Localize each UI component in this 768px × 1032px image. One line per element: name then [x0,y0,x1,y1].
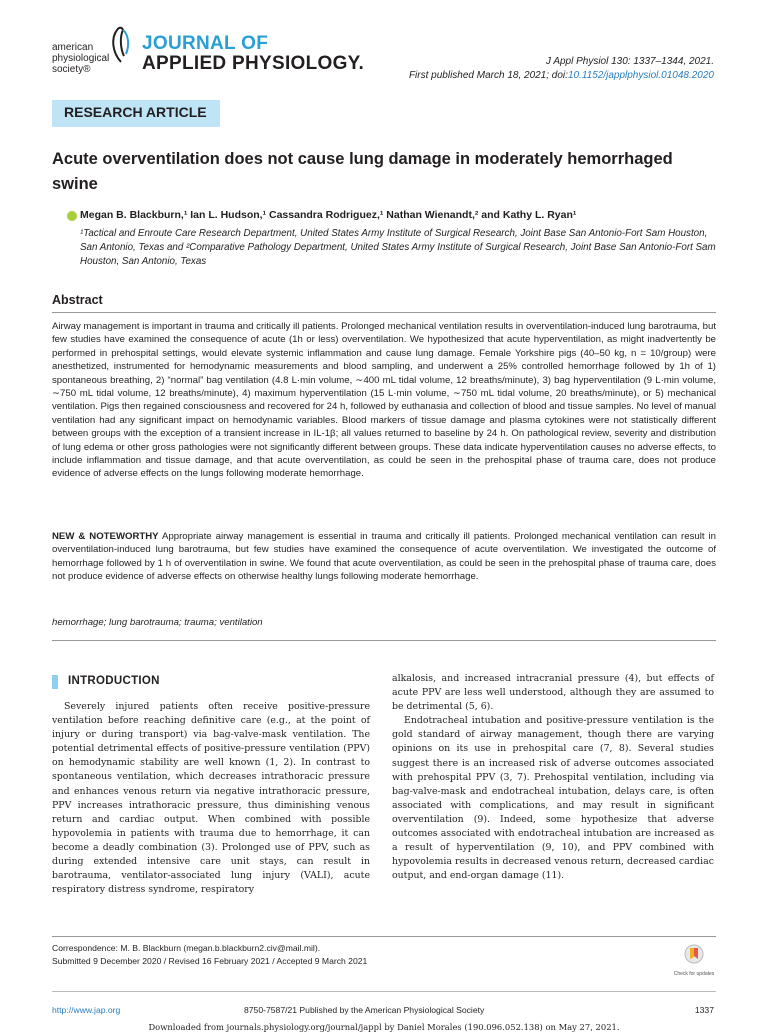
introduction-heading: INTRODUCTION [68,675,160,687]
new-noteworthy-label: NEW & NOTEWORTHY [52,531,159,542]
crossmark-icon [684,944,704,966]
article-title: Acute overventilation does not cause lung damage in moderately hemorrhaged swine [52,150,673,193]
authors: Megan B. Blackburn,¹ Ian L. Hudson,¹ Cassandra Rodriguez,¹ Nathan Wienandt,² and Kathy L. Ryan¹ [80,209,576,221]
download-notice: Downloaded from journals.physiology.org/journal/jappl by Daniel Morales (190.096.052.138) on May 27, 2021. [148,1022,620,1032]
affiliations: ¹Tactical and Enroute Care Research Department, United States Army Institute of Surgical Research, Joint Base San Antonio-Fort Sam Houston, San Antonio, Texas and ²Comparative Pathology Department, United States Army Institute of Surgical Research, Joint Base San Antonio-Fort Sam Houston, San Antonio, Texas [80,228,716,267]
paragraph: alkalosis, and increased intracranial pressure (4), but effects of acute PPV are less well understood, although they are assumed to be detrimental (5, 6). [392,673,714,713]
society-name: american physiological society® [52,42,110,75]
paragraph: Severely injured patients often receive positive-pressure ventilation before reaching definitive care (e.g., at the point of injury or during transport) via bag-valve-mask ventilation. The potential detrimental effects of positive-pressure ventilation (PPV) on hemodynamic stability are well known (1, 2). In contrast to spontaneous ventilation, which decreases intrathoracic pressure and enhances venous return via negative intrathoracic pressure, PPV increases intrathoracic pressure, thus diminishing venous return and cardiac output. When combined with possible hypovolemia in patients with trauma due to hemorrhage, it can become a deadly combination (3). Prolonged use of PPV, such as during extended intensive care unit stays, can result in barotrauma, ventilator-associated lung injury (VALI), acute respiratory distress syndrome, respiratory [52,701,370,896]
divider [52,640,716,641]
divider [52,936,716,937]
publisher-line: 8750-7587/21 Published by the American Physiological Society [244,1005,485,1015]
journal-title: JOURNAL OF APPLIED PHYSIOLOGY. [142,33,365,74]
section-marker [52,675,58,689]
left-column [52,700,370,897]
abstract-body: Airway management is important in trauma and critically ill patients. Prolonged mechanical ventilation results in overventilation-induced lung barotrauma, but few studies have examined the consequence of acute (1h or less) overventilation. We hypothesized that acute hyperventilation, as might inadvertently be performed in prehospital settings, would elevate systemic inflammation and cause lung damage. Female Yorkshire pigs (40–50 kg, n = 10/group) were anesthetized, instrumented for hemodynamic measurements and blood sampling, and underwent a 25% controlled hemorrhage followed by 1h of 1) spontaneous breathing, 2) “normal” bag ventilation (4.8 L·min volume, ∼400 mL tidal volume, 12 breaths/minute), 3) bag hyperventilation (9 L·min volume, ∼750 mL tidal volume, 12 breaths/minute), 4) maximum hyperventilation (15 L·min volume, ∼750 mL tidal volume, 20 breaths/minute), or 5) mechanical ventilation. Pigs then regained consciousness and recovered for 24 h, followed by euthanasia and collection of blood and tissue samples. No level of manual ventilation had any significant impact on hemodynamic variables. Blood markers of tissue damage and plasma cytokines were not statistically different between groups with the exception of a transient increase in IL-1β; all values returned to baseline by 24 h. On pathological review, severity and distribution of lung edema or other gross pathologies were not significantly different between groups. These data indicate hyperventilation causes no adverse effects, to include inflammation and tissue damage, and that acute overventilation, as could be seen in the prehospital phase of trauma care, does not produce evidence of adverse effects on the lungs following moderate hemorrhage. [52,321,716,480]
divider [52,991,716,992]
correspondence: Correspondence: M. B. Blackburn (megan.b.blackburn2.civ@mail.mil). Submitted 9 December 2020 / Revised 16 February 2021 / Accepted 9 March 2021 [52,943,368,966]
abstract-heading: Abstract [52,293,103,307]
divider [52,312,716,313]
crossmark-badge[interactable]: Check for updates [672,944,716,986]
aps-logo-icon [110,24,132,64]
new-noteworthy: NEW & NOTEWORTHY Appropriate airway management is essential in trauma and critically ill patients. Prolonged mechanical ventilation can result in overventilation-induced lung barotrauma, but few studies have examined the consequence of acute overventilation. We investigated the outcome of hemorrhage followed by 1 h of overventilation in swine. We found that acute overventilation, as could be seen in the prehospital phase of trauma care, does not produce evidence of adverse effects on otherwise healthy lungs following moderate hemorrhage. [52,531,716,583]
paragraph: Endotracheal intubation and positive-pressure ventilation is the gold standard of airway management, though there are varying opinions on its use in prehospital care (7, 8). Several studies suggest there is an increased risk of adverse outcomes associated with prehospital PPV (3, 7). Prehospital ventilation, including via bag-valve-mask and endotracheal intubation, delays care, is often associated with complications, and may result in significant overventilation (9). Indeed, some hypothesize that adverse outcomes associated with endotracheal intubation are increased as a result of hyperventilation (9, 10), and PPV combined with hypovolemia results in decreased venous return, decreased cardiac output, and end-organ damage (11). [392,715,714,882]
society-logo [52,22,134,82]
orcid-icon[interactable] [67,211,77,221]
keywords: hemorrhage; lung barotrauma; trauma; ventilation [52,617,263,628]
page-number: 1337 [694,1005,714,1015]
citation: J Appl Physiol 130: 1337–1344, 2021. First published March 18, 2021; doi:10.1152/japplphysiol.01048.2020 [408,56,714,81]
right-column [392,672,714,883]
journal-url-link[interactable]: http://www.jap.org [52,1005,121,1015]
doi-link[interactable]: 10.1152/japplphysiol.01048.2020 [567,70,714,81]
article-type-label: RESEARCH ARTICLE [52,100,220,127]
